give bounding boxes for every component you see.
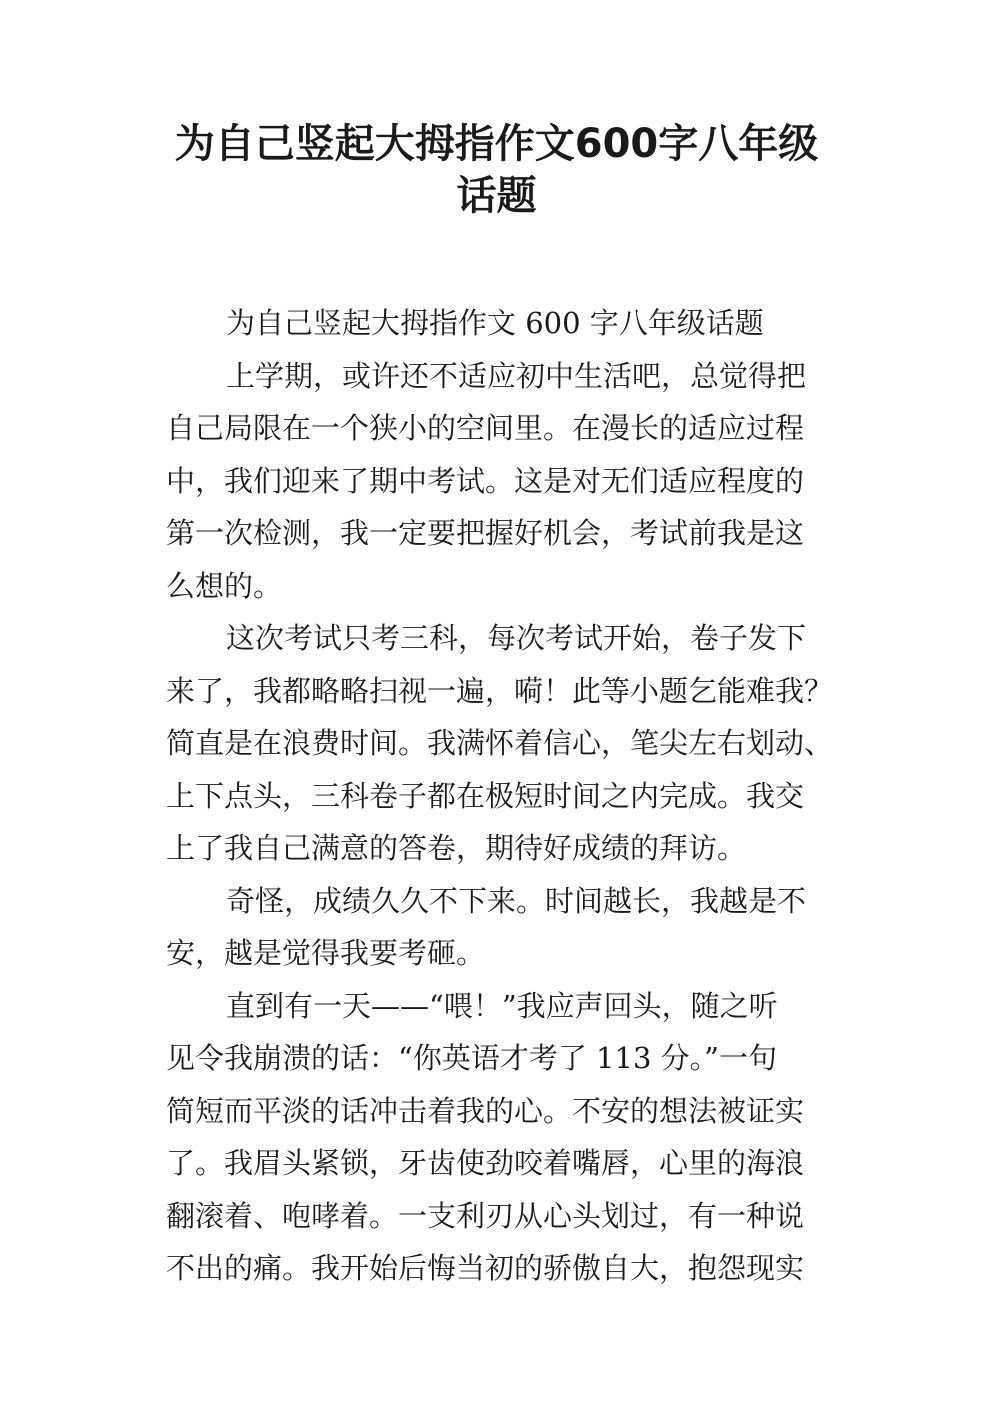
- text-line: 这次考试只考三科，每次考试开始，卷子发下: [226, 621, 807, 655]
- text-line: 了。我眉头紧锁，牙齿使劲咬着嘴唇，心里的海浪: [166, 1146, 805, 1180]
- text-line: 第一次检测，我一定要把握好机会，考试前我是这: [166, 516, 805, 550]
- text-line: 中，我们迎来了期中考试。这是对无们适应程度的: [166, 463, 805, 498]
- text-line: 自己局限在一个狭小的空间里。在漫长的适应过程: [166, 411, 805, 445]
- text-line: 翻滚着、咆哮着。一支利刃从心头划过，有一种说: [166, 1198, 805, 1233]
- page-title: [0, 118, 993, 222]
- text-line: 安，越是觉得我要考砸。: [166, 936, 486, 970]
- text-line: 么想的。: [166, 568, 283, 603]
- text-line: 简短而平淡的话冲击着我的心。不安的想法被证实: [166, 1093, 805, 1128]
- essay-body: [166, 297, 866, 1295]
- text-line: 上了我自己满意的答卷，期待好成绩的拜访。: [166, 831, 747, 865]
- title-line-1: 为自己竖起大拇指作文600字八年级: [174, 121, 819, 167]
- text-line: 来了，我都略略扫视一遍，嗬！此等小题乞能难我？: [166, 673, 834, 708]
- text-line: 不出的痛。我开始后悔当初的骄傲自大，抱怨现实: [166, 1251, 805, 1285]
- text-line: 上下点头，三科卷子都在极短时间之内完成。我交: [166, 778, 805, 813]
- text-line: 奇怪，成绩久久不下来。时间越长，我越是不: [226, 883, 807, 918]
- text-line: 见令我崩溃的话：“你英语才考了 113 分。”一句: [166, 1041, 777, 1075]
- text-line: 为自己竖起大拇指作文 600 字八年级话题: [226, 306, 764, 340]
- text-line: 上学期，或许还不适应初中生活吧，总觉得把: [226, 358, 807, 393]
- title-line-2: 话题: [456, 173, 537, 219]
- text-line: 直到有一天——“喂！”我应声回头，随之听: [226, 988, 778, 1023]
- text-line: 简直是在浪费时间。我满怀着信心，笔尖左右划动、: [166, 726, 834, 760]
